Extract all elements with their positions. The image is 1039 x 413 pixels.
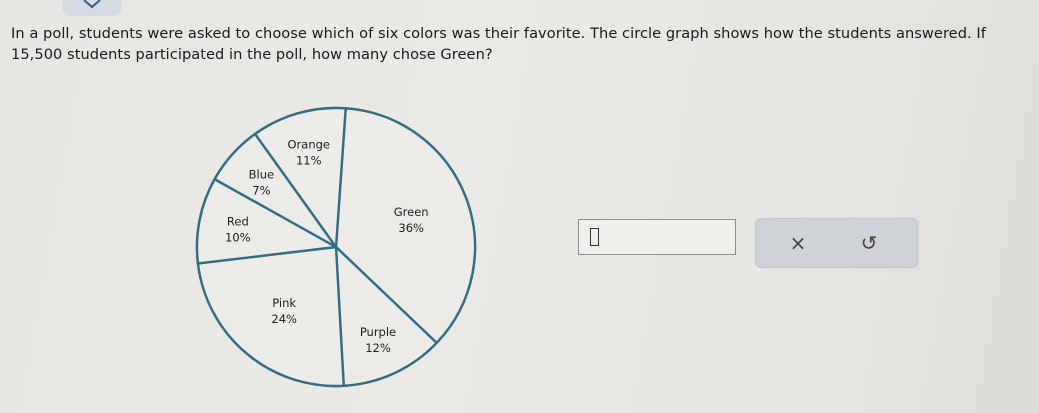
undo-icon: ↺ (860, 231, 878, 255)
slice-label-pink: Pink (272, 295, 297, 310)
close-icon: × (789, 231, 807, 255)
slice-label-purple: Purple (359, 324, 397, 339)
slice-label-blue: Blue (248, 167, 275, 182)
answer-input[interactable] (578, 219, 736, 255)
slice-label-orange: Orange (287, 137, 331, 152)
clear-button[interactable] (778, 227, 818, 259)
slice-value-red: 10% (225, 230, 251, 245)
slice-value-orange: 11% (295, 153, 322, 168)
slice-label-green: Green (393, 204, 429, 219)
slice-label-red: Red (226, 214, 249, 229)
slice-value-blue: 7% (252, 183, 271, 198)
slice-value-green: 36% (398, 220, 424, 235)
answer-tools-panel (755, 218, 918, 268)
slice-value-purple: 12% (365, 340, 391, 355)
undo-button[interactable] (849, 227, 889, 259)
question-text: In a poll, students were asked to choose which of six colors was their favorite. The circle graph shows how the students answered. If 15,500 students participated in the poll, how many chose Green? (11, 25, 986, 63)
slice-value-pink: 24% (271, 311, 297, 326)
input-cursor (590, 228, 599, 246)
